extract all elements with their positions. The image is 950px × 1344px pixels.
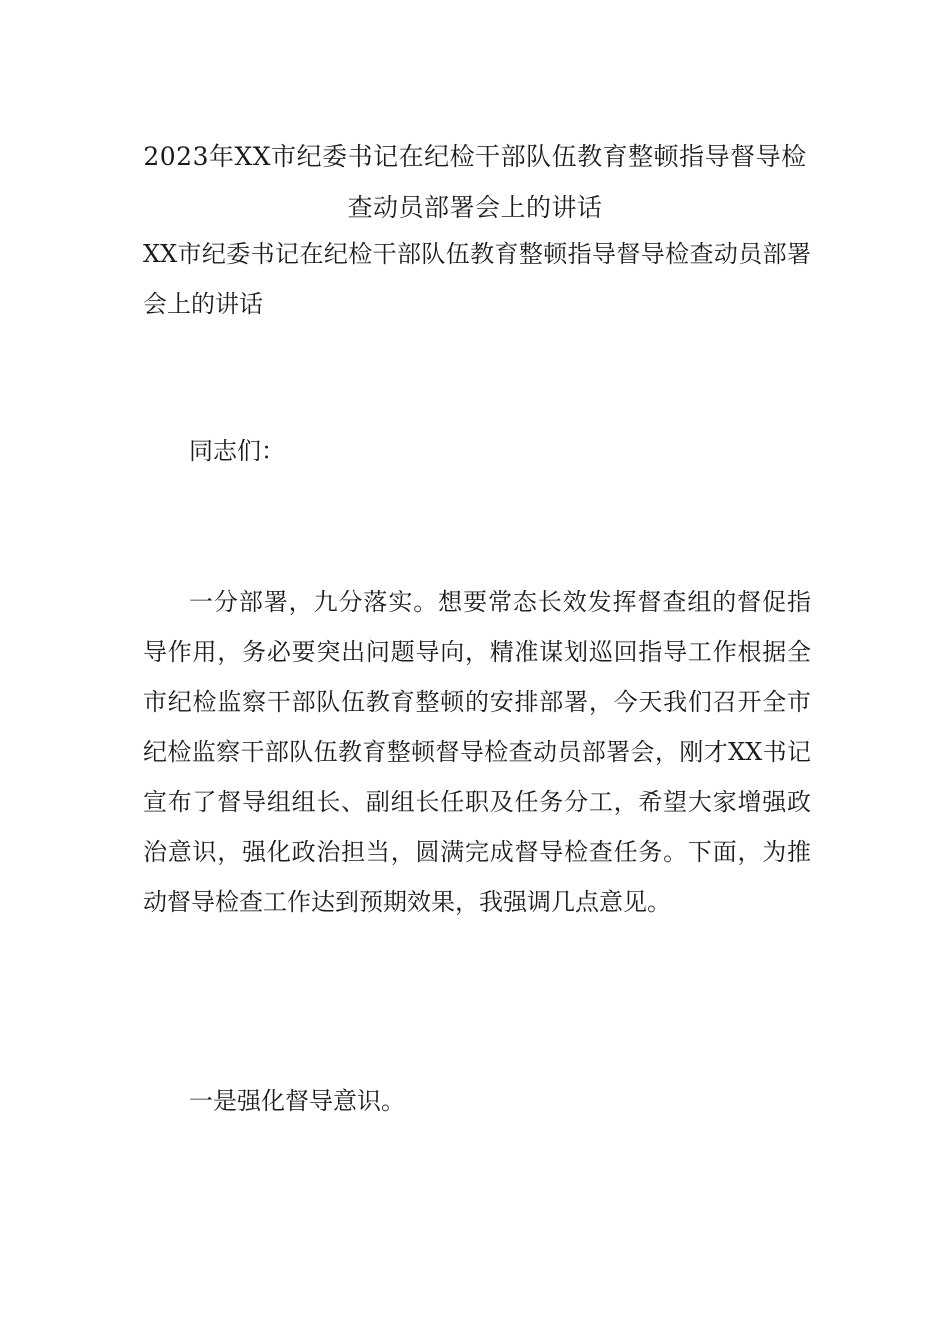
document-title: 2023年XX市纪委书记在纪检干部队伍教育整顿指导督导检查动员部署会上的讲话 [143, 142, 807, 222]
body-paragraph: 一分部署，九分落实。想要常态长效发挥督查组的督促指导作用，务必要突出问题导向，精准谋划巡回指导工作根据全市纪检监察干部队伍教育整顿的安排部署，今天我们召开全市纪检监察干部队伍教育整顿督导检查动员部署会，刚才XX书记宣布了督导组组长、副组长任职及任务分工，希望大家增强政治意识，强化政治担当，圆满完成督导检查任务。下面，为推动督导检查工作达到预期效果，我强调几点意见。 [143, 588, 811, 916]
greeting-paragraph: 同志们： [189, 437, 285, 465]
point-one-heading: 一是强化督导意识。 [189, 1087, 405, 1115]
document-subtitle: XX市纪委书记在纪检干部队伍教育整顿指导督导检查动员部署会上的讲话 [143, 240, 811, 318]
